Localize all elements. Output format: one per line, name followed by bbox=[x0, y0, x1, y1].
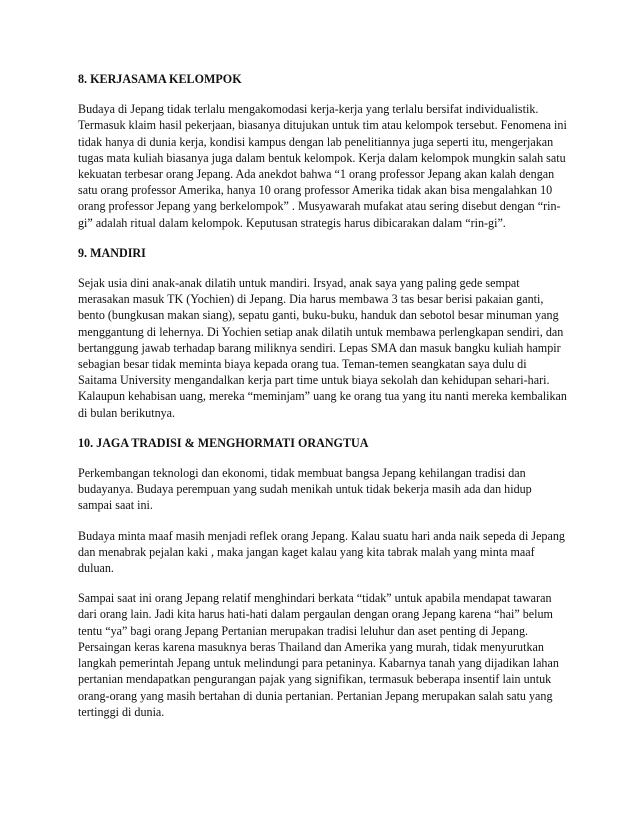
section-heading: 8. KERJASAMA KELOMPOK bbox=[78, 72, 242, 86]
section-kerjasama-kelompok bbox=[78, 71, 568, 231]
section-paragraph: Sejak usia dini anak-anak dilatih untuk mandiri. Irsyad, anak saya yang paling gede sempat merasakan masuk TK (Yochien) di Jepang. Dia harus membawa 3 tas besar berisi pakaian ganti, bento (bungkusan makan siang), sepatu ganti, buku-buku, handuk dan sebotol besar minuman yang menggantung di lehernya. Di Yochien setiap anak dilatih untuk membawa perlengkapan sendiri, dan bertanggung jawab terhadap barang miliknya sendiri. Lepas SMA dan masuk bangku kuliah hampir sebagian besar tidak meminta biaya kepada orang tua. Teman-temen seangkatan saya dulu di Saitama University mengandalkan kerja part time untuk biaya sekolah dan kehidupan sehari-hari. Kalaupun kehabisan uang, mereka “meminjam” uang ke orang tua yang itu nanti mereka kembalikan di bulan berikutnya. bbox=[78, 276, 567, 420]
document-page bbox=[78, 71, 568, 734]
section-heading: 10. JAGA TRADISI & MENGHORMATI ORANGTUA bbox=[78, 435, 369, 450]
section-paragraph: Budaya di Jepang tidak terlalu mengakomodasi kerja-kerja yang terlalu bersifat individualistik. Termasuk klaim hasil pekerjaan, biasanya ditujukan untuk tim atau kelompok tersebut. Fenomena ini tidak hanya di dunia kerja, kondisi kampus dengan lab penelitiannya juga seperti itu, mengerjakan tugas mata kuliah biasanya juga dalam bentuk kelompok. Kerja dalam kelompok mungkin salah satu kekuatan terbesar orang Jepang. Ada anekdot bahwa “1 orang professor Jepang akan kalah dengan satu orang professor Amerika, hanya 10 orang professor Amerika tidak akan bisa mengalahkan 10 orang professor Jepang yang berkelompok” . Musyawarah mufakat atau sering disebut dengan “rin-gi” adalah ritual dalam kelompok. Keputusan strategis harus dibicarakan dalam “rin-gi”. bbox=[78, 102, 567, 230]
section-heading: 9. MANDIRI bbox=[78, 245, 146, 260]
section-jaga-tradisi bbox=[78, 435, 568, 720]
section-mandiri bbox=[78, 245, 568, 421]
section-paragraph: Budaya minta maaf masih menjadi reflek orang Jepang. Kalau suatu hari anda naik sepeda di Jepang dan menabrak pejalan kaki , maka jangan kaget kalau yang kita tabrak malah yang minta maaf duluan. bbox=[78, 528, 565, 576]
section-paragraph: Perkembangan teknologi dan ekonomi, tidak membuat bangsa Jepang kehilangan tradisi dan budayanya. Budaya perempuan yang sudah menikah untuk tidak bekerja masih ada dan hidup sampai saat ini. bbox=[78, 466, 532, 513]
section-paragraph: Sampai saat ini orang Jepang relatif menghindari berkata “tidak” untuk apabila mendapat tawaran dari orang lain. Jadi kita harus hati-hati dalam pergaulan dengan orang Jepang karena “hai” belum tentu “ya” bagi orang Jepang Pertanian merupakan tradisi leluhur dan aset penting di Jepang. Persaingan keras karena masuknya beras Thailand dan Amerika yang murah, tidak menyurutkan langkah pemerintah Jepang untuk melindungi para petaninya. Kabarnya tanah yang dijadikan lahan pertanian mendapatkan pengurangan pajak yang signifikan, termasuk beberapa insentif lain untuk orang-orang yang masih bertahan di dunia pertanian. Pertanian Jepang merupakan salah satu yang tertinggi di dunia. bbox=[78, 591, 559, 719]
